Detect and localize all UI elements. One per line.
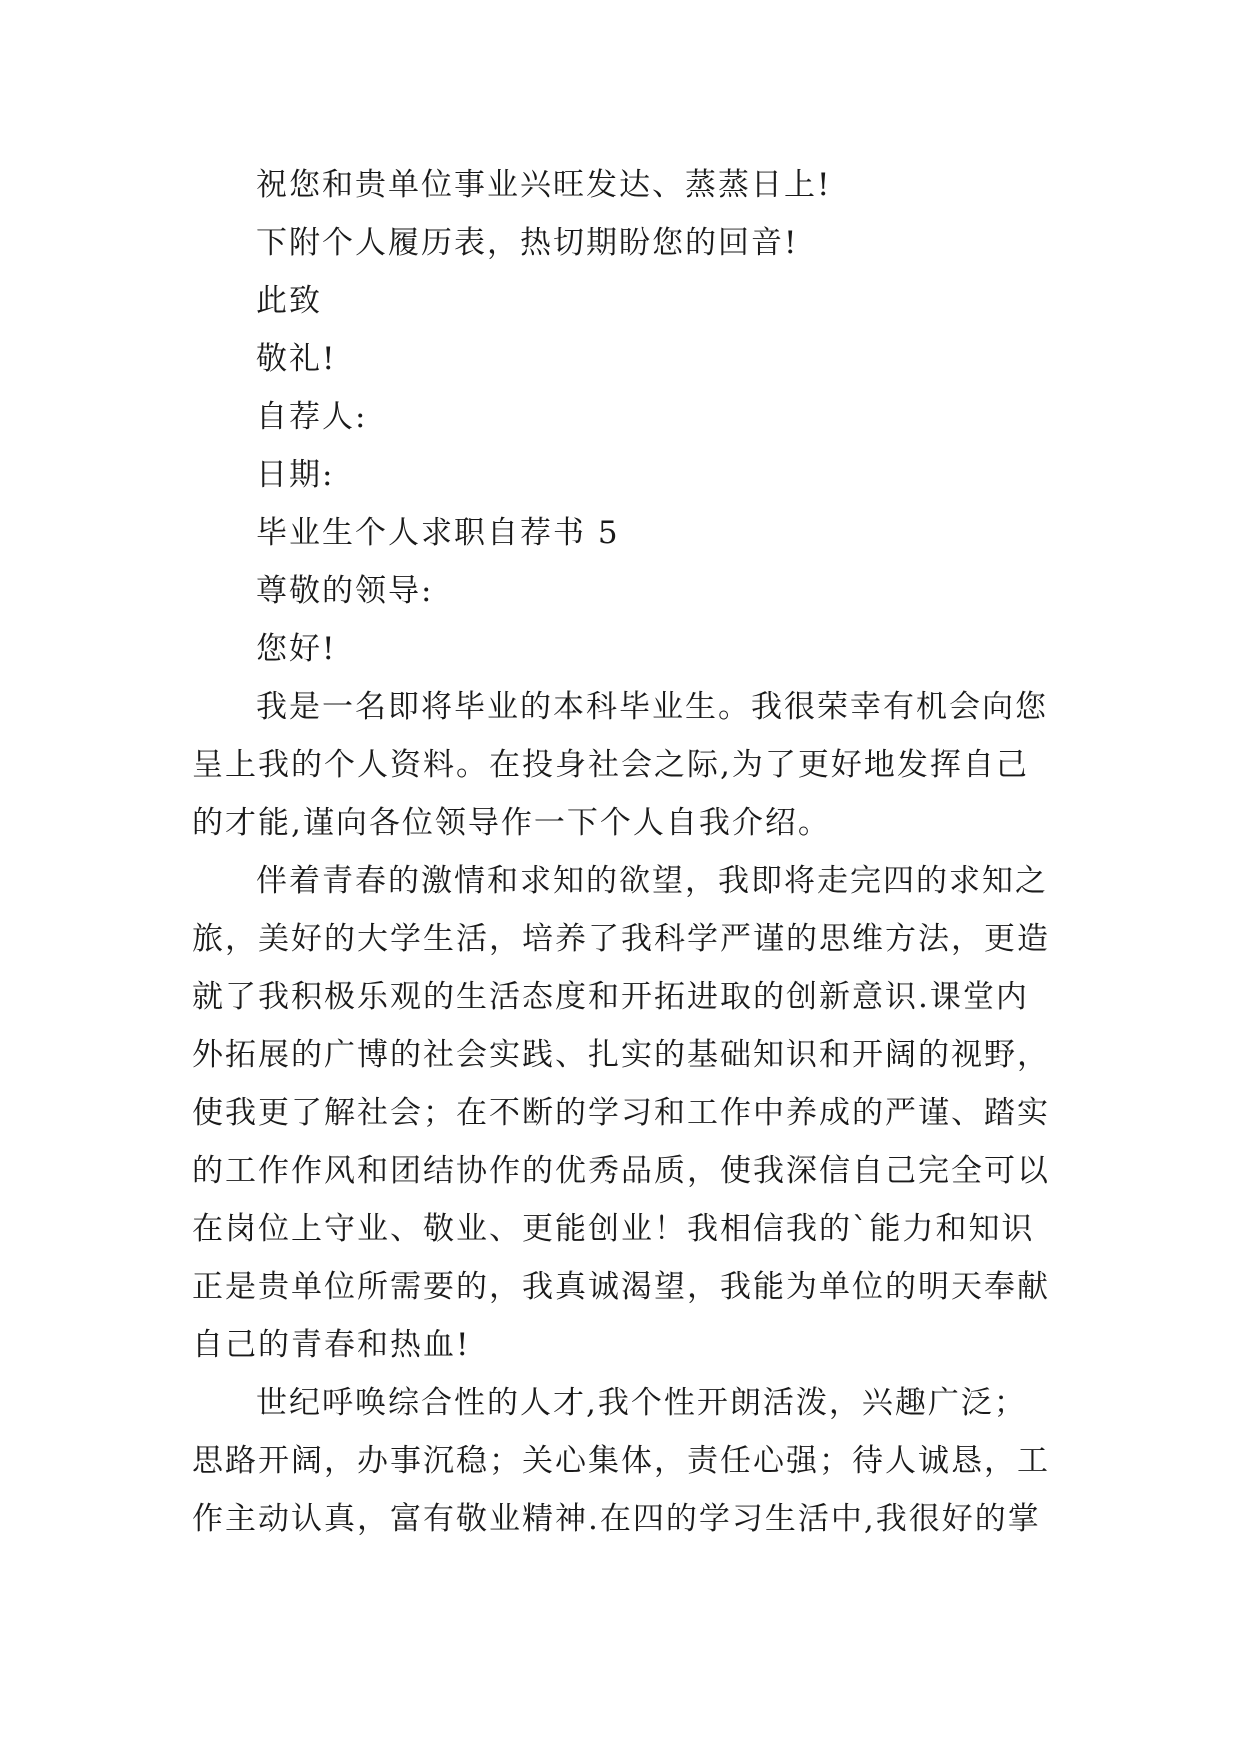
section-title: 毕业生个人求职自荐书 5 — [256, 515, 620, 551]
paragraph-line: 我是一名即将毕业的本科毕业生。我很荣幸有机会向您 — [256, 689, 1048, 725]
closing-wish: 祝您和贵单位事业兴旺发达、蒸蒸日上! — [256, 167, 832, 203]
paragraph-line: 外拓展的广博的社会实践、扎实的基础知识和开阔的视野， — [192, 1037, 1050, 1073]
paragraph-line: 世纪呼唤综合性的人才,我个性开朗活泼，兴趣广泛； — [256, 1385, 1027, 1421]
paragraph-line: 作主动认真，富有敬业精神.在四的学习生活中,我很好的掌 — [192, 1501, 1041, 1537]
salutation-cizhi: 此致 — [256, 283, 322, 319]
paragraph-line: 思路开阔，办事沉稳；关心集体，责任心强；待人诚恳，工 — [192, 1443, 1050, 1479]
paragraph-line: 呈上我的个人资料。在投身社会之际,为了更好地发挥自己 — [192, 747, 1029, 783]
paragraph-line: 自己的青春和热血! — [192, 1327, 471, 1363]
paragraph-line: 正是贵单位所需要的，我真诚渴望，我能为单位的明天奉献 — [192, 1269, 1050, 1305]
paragraph-line: 旅，美好的大学生活，培养了我科学严谨的思维方法，更造 — [192, 921, 1050, 957]
greeting-hello: 您好! — [256, 631, 337, 667]
paragraph-line: 使我更了解社会；在不断的学习和工作中养成的严谨、踏实 — [192, 1095, 1050, 1131]
signature-label: 自荐人: — [256, 399, 368, 435]
greeting-addressee: 尊敬的领导: — [256, 573, 434, 609]
paragraph-line: 就了我积极乐观的生活态度和开拓进取的创新意识.课堂内 — [192, 979, 1029, 1015]
paragraph-line: 在岗位上守业、敬业、更能创业！我相信我的`能力和知识 — [192, 1211, 1035, 1247]
date-label: 日期: — [256, 457, 335, 493]
paragraph-line: 的工作作风和团结协作的优秀品质，使我深信自己完全可以 — [192, 1153, 1050, 1189]
salutation-jingli: 敬礼! — [256, 341, 337, 377]
paragraph-line: 伴着青春的激情和求知的欲望，我即将走完四的求知之 — [256, 863, 1048, 899]
attachment-note: 下附个人履历表，热切期盼您的回音! — [256, 225, 799, 261]
paragraph-line: 的才能,谨向各位领导作一下个人自我介绍。 — [192, 805, 831, 841]
